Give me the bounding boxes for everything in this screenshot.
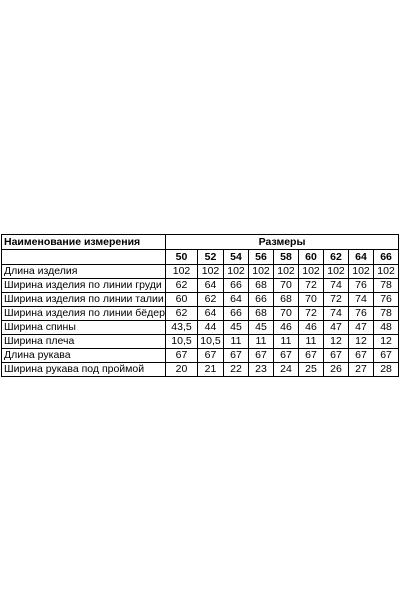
measurement-value-cell: 78 (374, 279, 399, 293)
measurement-value-cell: 11 (224, 335, 249, 349)
measurement-value-cell: 27 (349, 363, 374, 377)
measurement-name-cell: Длина изделия (2, 265, 166, 279)
measurement-value-cell: 102 (249, 265, 274, 279)
table-row (2, 279, 399, 293)
size-header-cell: 66 (374, 250, 399, 265)
measurement-value-cell: 45 (249, 321, 274, 335)
measurement-value-cell: 66 (249, 293, 274, 307)
sizes-header: Размеры (166, 235, 399, 250)
measurement-value-cell: 76 (349, 307, 374, 321)
measurement-value-cell: 67 (349, 349, 374, 363)
table-row (2, 335, 399, 349)
measurement-value-cell: 102 (224, 265, 249, 279)
measurement-value-cell: 64 (198, 279, 224, 293)
measurement-value-cell: 70 (274, 279, 299, 293)
measurement-value-cell: 10,5 (198, 335, 224, 349)
measurement-value-cell: 68 (274, 293, 299, 307)
measurement-value-cell: 67 (299, 349, 324, 363)
measurement-value-cell: 28 (374, 363, 399, 377)
measurement-value-cell: 102 (274, 265, 299, 279)
measurement-name-cell: Длина рукава (2, 349, 166, 363)
measurement-value-cell: 12 (374, 335, 399, 349)
measurement-value-cell: 70 (299, 293, 324, 307)
measurement-value-cell: 102 (374, 265, 399, 279)
measurement-value-cell: 46 (274, 321, 299, 335)
measurement-value-cell: 72 (324, 293, 349, 307)
size-header-cell: 64 (349, 250, 374, 265)
measurement-value-cell: 47 (324, 321, 349, 335)
table-header-row (2, 235, 399, 250)
size-header-cell: 62 (324, 250, 349, 265)
measurement-value-cell: 64 (198, 307, 224, 321)
size-header-cell: 58 (274, 250, 299, 265)
measurement-value-cell: 76 (349, 279, 374, 293)
measurement-name-cell: Ширина спины (2, 321, 166, 335)
measurement-value-cell: 74 (349, 293, 374, 307)
measurement-value-cell: 74 (324, 307, 349, 321)
measurement-value-cell: 102 (324, 265, 349, 279)
measurement-value-cell: 72 (299, 279, 324, 293)
size-header-cell: 56 (249, 250, 274, 265)
measurement-value-cell: 22 (224, 363, 249, 377)
measurement-value-cell: 74 (324, 279, 349, 293)
measurement-value-cell: 23 (249, 363, 274, 377)
measurement-value-cell: 26 (324, 363, 349, 377)
table-row (2, 349, 399, 363)
measurement-value-cell: 62 (198, 293, 224, 307)
measurement-value-cell: 67 (198, 349, 224, 363)
measurement-value-cell: 21 (198, 363, 224, 377)
measurement-name-cell: Ширина изделия по линии груди (2, 279, 166, 293)
measurement-value-cell: 20 (166, 363, 198, 377)
measurement-value-cell: 67 (274, 349, 299, 363)
size-header-cell: 50 (166, 250, 198, 265)
measurement-value-cell: 76 (374, 293, 399, 307)
measurement-value-cell: 78 (374, 307, 399, 321)
measurement-value-cell: 70 (274, 307, 299, 321)
measurement-value-cell: 67 (166, 349, 198, 363)
measurement-value-cell: 67 (374, 349, 399, 363)
measurement-value-cell: 68 (249, 307, 274, 321)
measurement-value-cell: 60 (166, 293, 198, 307)
measurement-value-cell: 11 (249, 335, 274, 349)
table-row (2, 307, 399, 321)
measurement-value-cell: 67 (324, 349, 349, 363)
measurement-value-cell: 102 (349, 265, 374, 279)
measurement-name-cell: Ширина изделия по линии талии (2, 293, 166, 307)
measurement-value-cell: 102 (299, 265, 324, 279)
size-header-cell: 52 (198, 250, 224, 265)
measurement-value-cell: 25 (299, 363, 324, 377)
measurement-value-cell: 12 (324, 335, 349, 349)
measurement-value-cell: 72 (299, 307, 324, 321)
size-header-cell: 60 (299, 250, 324, 265)
measurement-value-cell: 45 (224, 321, 249, 335)
table-row (2, 321, 399, 335)
table-row (2, 265, 399, 279)
measurement-value-cell: 66 (224, 307, 249, 321)
measurement-value-cell: 11 (274, 335, 299, 349)
measurement-value-cell: 24 (274, 363, 299, 377)
measurement-name-cell: Ширина рукава под проймой (2, 363, 166, 377)
measurement-value-cell: 44 (198, 321, 224, 335)
measurement-value-cell: 67 (224, 349, 249, 363)
measurement-value-cell: 67 (249, 349, 274, 363)
measurement-name-cell: Ширина плеча (2, 335, 166, 349)
measurement-name-cell: Ширина изделия по линии бёдер (2, 307, 166, 321)
measurement-value-cell: 12 (349, 335, 374, 349)
measurement-value-cell: 11 (299, 335, 324, 349)
measurement-value-cell: 102 (198, 265, 224, 279)
measurement-value-cell: 64 (224, 293, 249, 307)
measurement-value-cell: 68 (249, 279, 274, 293)
measurement-value-cell: 10,5 (166, 335, 198, 349)
table-row (2, 293, 399, 307)
measurement-value-cell: 43,5 (166, 321, 198, 335)
measurement-name-header: Наименование измерения (2, 235, 166, 250)
measurement-value-cell: 46 (299, 321, 324, 335)
measurement-value-cell: 66 (224, 279, 249, 293)
table-row (2, 363, 399, 377)
measurement-value-cell: 47 (349, 321, 374, 335)
measurement-value-cell: 62 (166, 279, 198, 293)
empty-header-cell (2, 250, 166, 265)
measurement-value-cell: 102 (166, 265, 198, 279)
size-chart-table (1, 234, 399, 377)
measurement-value-cell: 62 (166, 307, 198, 321)
sizes-row (2, 250, 399, 265)
measurement-value-cell: 48 (374, 321, 399, 335)
size-header-cell: 54 (224, 250, 249, 265)
